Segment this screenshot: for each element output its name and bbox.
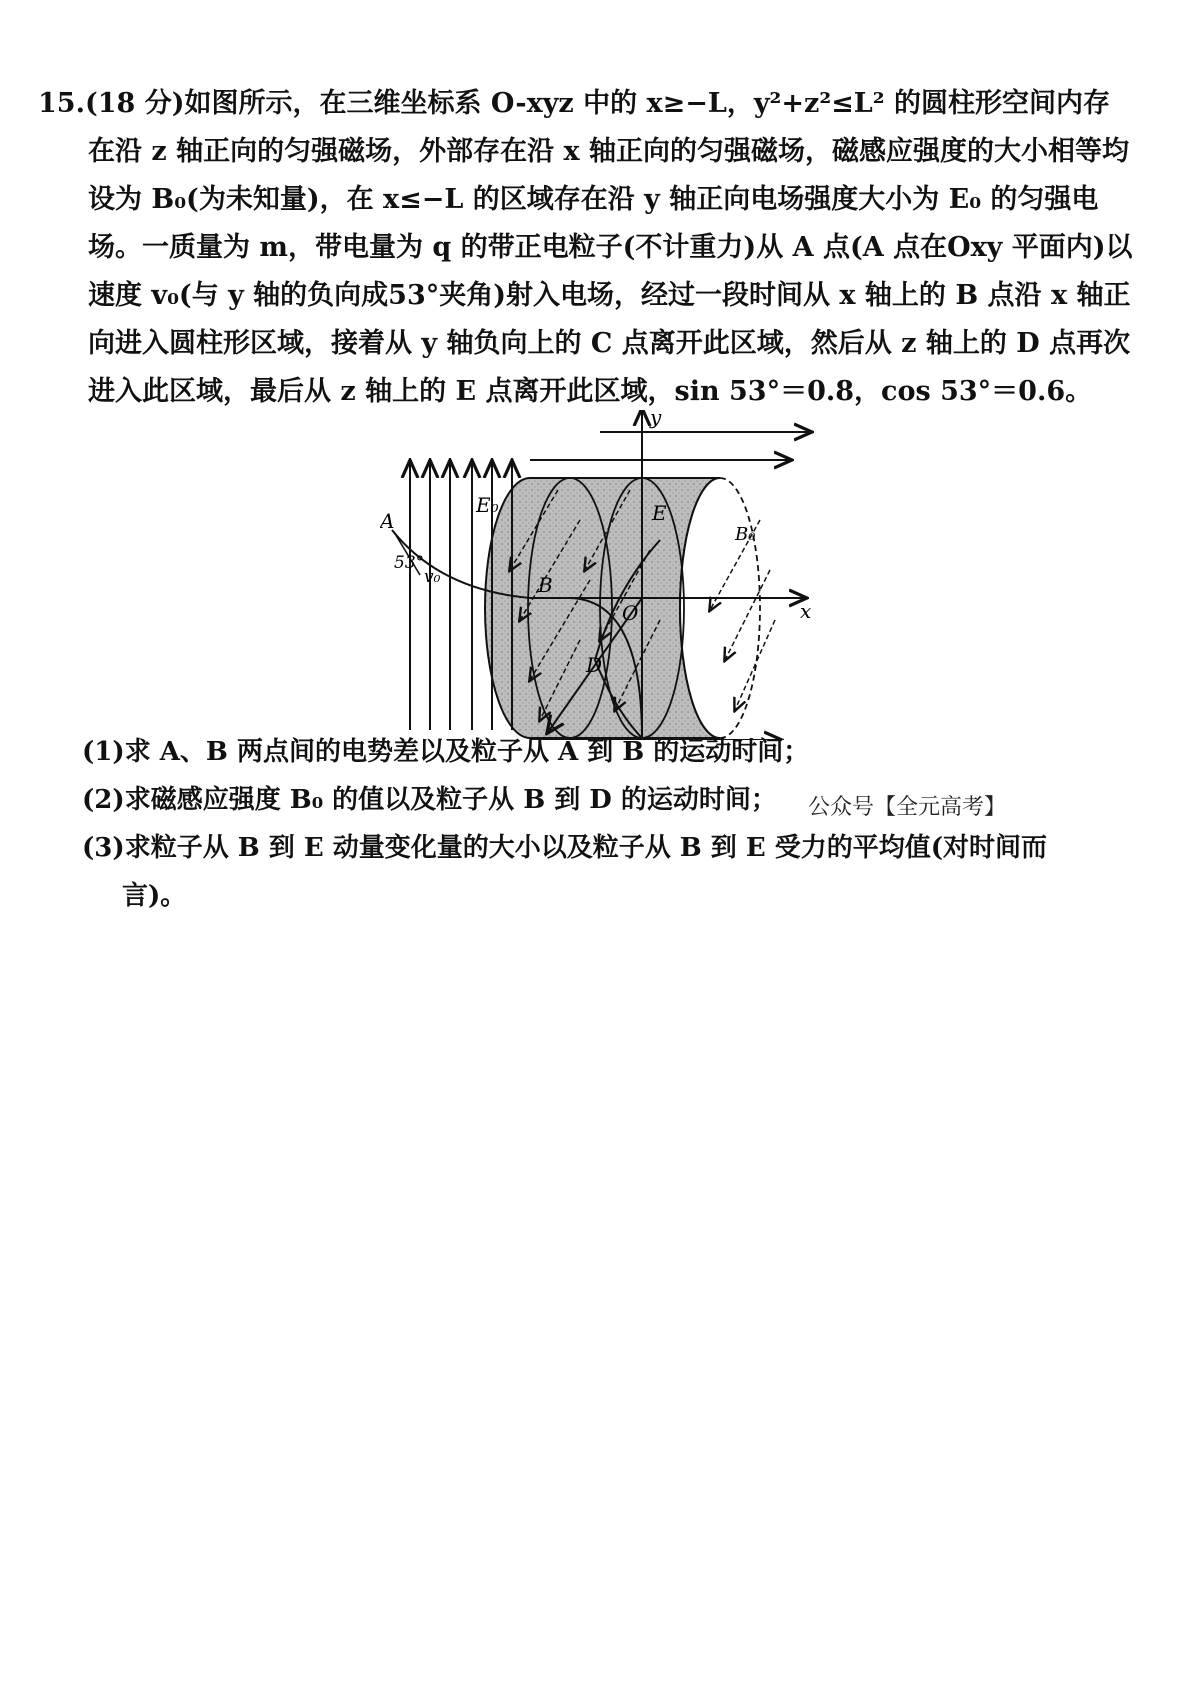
problem-line-1 [38,80,1163,128]
field-diagram [380,410,860,740]
label-angle: 53° [394,553,425,573]
sub-questions [82,728,1162,920]
stem-line-1: (18 分)如图所示，在三维坐标系 O-xyz 中的 x≥−L，y²+z²≤L² 的圆柱形空间内存 [84,88,1110,119]
label-A: A [380,509,395,533]
label-B: B [538,573,553,597]
label-x: x [800,599,812,623]
label-v0: v₀ [424,567,441,587]
label-y: y [650,410,662,429]
label-D: D [586,653,603,677]
label-E: E [652,501,667,525]
question-2: (2)求磁感应强度 B₀ 的值以及粒子从 B 到 D 的运动时间； [82,785,777,815]
cylinder-right-end [720,478,760,738]
stem-line-6: 向进入圆柱形区域，接着从 y 轴负向上的 C 点离开此区域，然后从 z 轴上的 D 点再次 [88,328,1131,359]
label-B0-inside: B₀ [735,524,756,545]
label-O: O [622,601,639,625]
stem-line-4: 场。一质量为 m，带电量为 q 的带正电粒子(不计重力)从 A 点(A 点在Oxy 平面内)以 [88,232,1133,263]
stem-line-2: 在沿 z 轴正向的匀强磁场，外部存在沿 x 轴正向的匀强磁场，磁感应强度的大小相等均 [88,136,1130,167]
label-E0: E₀ [476,493,499,517]
question-1: (1)求 A、B 两点间的电势差以及粒子从 A 到 B 的运动时间； [82,737,810,767]
watermark: 公众号【全元高考】 [808,795,1007,820]
stem-line-5: 速度 v₀(与 y 轴的负向成53°夹角)射入电场，经过一段时间从 x 轴上的 B 点沿 x 轴正 [88,280,1131,311]
problem-15 [38,80,1163,416]
physics-figure [380,410,860,740]
stem-line-7: 进入此区域，最后从 z 轴上的 E 点离开此区域，sin 53°＝0.8，cos 53°＝0.6。 [88,376,1093,407]
question-3-cont: 言)。 [122,881,187,911]
problem-number: 15. [38,88,85,119]
question-3: (3)求粒子从 B 到 E 动量变化量的大小以及粒子从 B 到 E 受力的平均值(对时间而 [82,833,1047,863]
stem-line-3: 设为 B₀(为未知量)，在 x≤−L 的区域存在沿 y 轴正向电场强度大小为 E₀ 的匀强电 [88,184,1099,215]
